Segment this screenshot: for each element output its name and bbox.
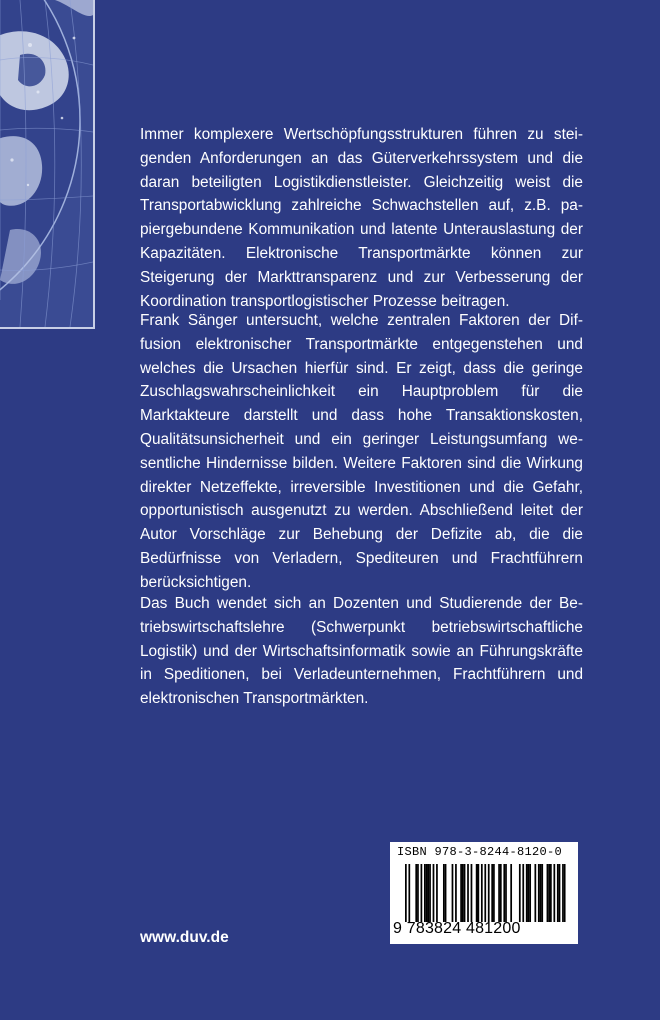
isbn-number: ISBN 978-3-8244-8120-0 — [397, 845, 563, 859]
barcode-bars — [405, 864, 569, 922]
blurb-paragraph-1: Immer komplexere Wertschöpfungsstrukturen führen zu steigenden Anforderungen an das Güterverkehrssystem und die daran beteiligten Logistikdienstleister. Gleichzeitig weist die Transportabwicklung zahlreiche Schwachstellen auf, z.B. papiergebundene Kommunikation und latente Unterauslastung der Kapazitäten. Elektronische Transportmärkte können zur Steigerung der Markttransparenz und zur Verbesserung der Koordination transportlogistischer Prozesse beitragen. — [140, 126, 583, 310]
globe-map-image — [0, 0, 95, 329]
blurb-paragraph-3: Das Buch wendet sich an Dozenten und Studierende der Betriebswirtschaftslehre (Schwerpunkt betriebswirtschaftliche Logistik) und der Wirtschaftsinformatik sowie an Führungskräfte in Speditionen, bei Verladeunternehmen, Frachtführern und elektronischen Transportmärkten. — [140, 595, 583, 708]
barcode-graphic — [405, 864, 569, 922]
isbn-barcode — [390, 842, 578, 944]
blurb-paragraph-2: Frank Sänger untersucht, welche zentralen Faktoren der Diffusion elektronischer Transportmärkte entgegenstehen und welches die Ursachen hierfür sind. Er zeigt, dass die geringe Zuschlagswahrscheinlichkeit ein Hauptproblem für die Marktakteure darstellt und dass hohe Transaktionskosten, Qualitätsunsicherheit und ein geringer Leistungsumfang wesentliche Hindernisse bilden. Weitere Faktoren sind die Wirkung direkter Netzeffekte, irreversible Investitionen und die Gefahr, opportunistisch ausgenutzt zu werden. Abschließend leitet der Autor Vorschläge zur Behebung der Defizite ab, die die Bedürfnisse von Verladern, Spediteuren und Frachtführern berücksichtigen. — [140, 312, 583, 591]
globe-map-illustration — [0, 0, 93, 327]
publisher-website: www.duv.de — [140, 929, 229, 946]
barcode-digits: 9 783824 481200 — [393, 920, 521, 937]
